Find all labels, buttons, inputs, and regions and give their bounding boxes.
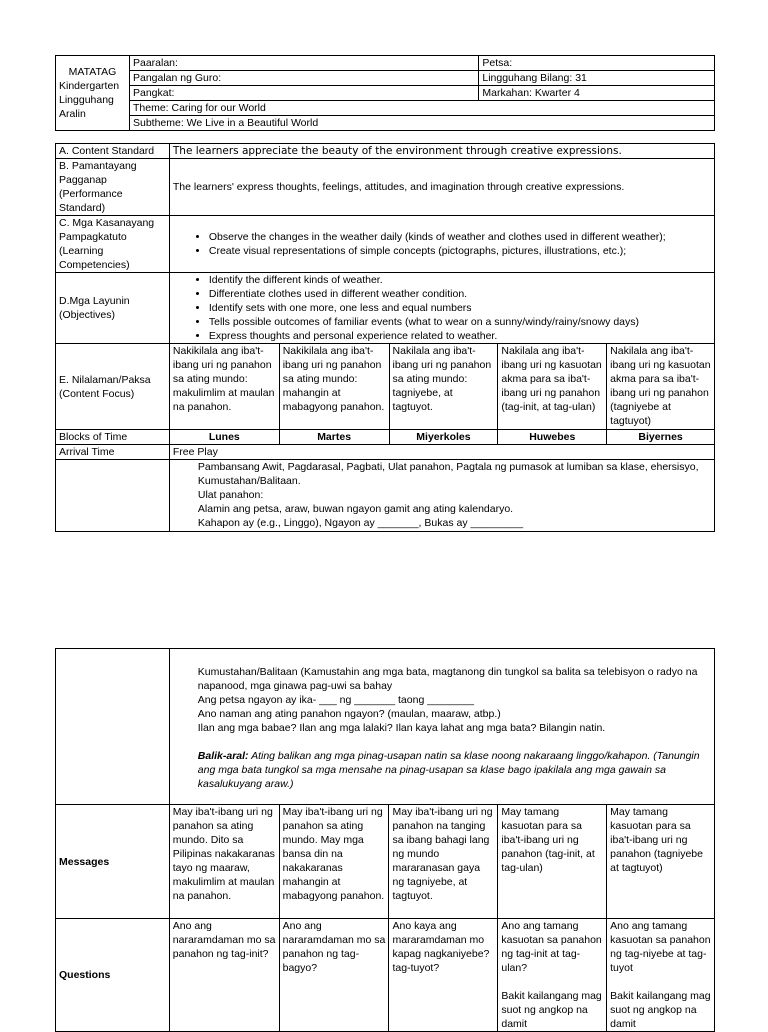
- question-monday: Ano ang nararamdaman mo sa panahon ng tag-init?: [169, 919, 279, 1032]
- arrival-empty-cell: [56, 460, 170, 532]
- performance-standard-label: B. Pamantayang Pagganap (Performance Standard): [56, 159, 170, 216]
- competencies-list: [173, 230, 711, 258]
- content-focus-label: E. Nilalaman/Paksa (Content Focus): [56, 344, 170, 430]
- objectives-cell: [169, 273, 714, 344]
- content-focus-thursday: Nakilala ang iba't-ibang uri ng kasuotan akma para sa iba't-ibang uri ng panahon (tag-init, at tag-ulan): [498, 344, 607, 430]
- message-monday: May iba't-ibang uri ng panahon sa ating mundo. Dito sa Pilipinas nakakaranas tayo ng maaraw, makulimlim at maulan na panahon.: [169, 805, 279, 919]
- day-header-friday: Biyernes: [607, 430, 715, 445]
- list-item: • Tells possible outcomes of familiar events (what to wear on a sunny/windy/rainy/snowy days): [209, 315, 711, 329]
- intro-empty-cell: [56, 649, 170, 805]
- messages-label: Messages: [56, 805, 170, 919]
- quarter-field: Markahan: Kwarter 4: [479, 86, 715, 101]
- question-wednesday: Ano kaya ang mararamdaman mo kapag nagkaniyebe? tag-tuyot?: [389, 919, 498, 1032]
- blocks-of-time-label: Blocks of Time: [56, 430, 170, 445]
- performance-standard-text: The learners' express thoughts, feelings, attitudes, and imagination through creative expressions.: [169, 159, 714, 216]
- question-thursday: Ano ang tamang kasuotan sa panahon ng tag-init at tag-ulan? Bakit kailangang mag suot ng angkop na damit: [498, 919, 607, 1032]
- balik-aral-label: Balik-aral:: [197, 750, 249, 762]
- content-focus-friday: Nakilala ang iba't-ibang uri ng kasuotan akma para sa iba't-ibang uri ng panahon (tagniyebe at tagtuyot): [607, 344, 715, 430]
- message-friday: May tamang kasuotan para sa iba't-ibang uri ng panahon (tagniyebe at tagtuyot): [607, 805, 715, 919]
- date-field: Petsa:: [479, 56, 715, 71]
- content-focus-tuesday: Nakikilala ang iba't-ibang uri ng panahon sa ating mundo: mahangin at mabagyong panahon.: [279, 344, 389, 430]
- page2-table: [55, 648, 715, 1032]
- day-header-tuesday: Martes: [279, 430, 389, 445]
- competencies-cell: [169, 216, 714, 273]
- message-thursday: May tamang kasuotan para sa iba't-ibang uri ng panahon (tag-init, at tag-ulan): [498, 805, 607, 919]
- section-field: Pangkat:: [129, 86, 478, 101]
- message-tuesday: May iba't-ibang uri ng panahon sa ating mundo. May mga bansa din na nakakaranas mahangin at mabagyong panahon.: [279, 805, 389, 919]
- day-header-monday: Lunes: [169, 430, 279, 445]
- objectives-label: D.Mga Layunin (Objectives): [56, 273, 170, 344]
- questions-label: Questions: [56, 919, 170, 1032]
- list-item: • Express thoughts and personal experience related to weather.: [209, 329, 711, 343]
- program-label: MATATAG Kindergarten Lingguhang Aralin: [56, 56, 130, 131]
- subtheme-field: Subtheme: We Live in a Beautiful World: [129, 116, 714, 131]
- list-item: • Identify sets with one more, one less and equal numbers: [209, 301, 711, 315]
- list-item: • Create visual representations of simple concepts (pictographs, pictures, illustrations, etc.);: [209, 244, 711, 258]
- school-field: Paaralan:: [129, 56, 478, 71]
- arrival-time-label: Arrival Time: [56, 445, 170, 460]
- day-header-thursday: Huwebes: [498, 430, 607, 445]
- lesson-plan-table: [55, 143, 715, 532]
- content-focus-monday: Nakikilala ang iba't-ibang uri ng panahon sa ating mundo: makulimlim at maulan na panahon.: [169, 344, 279, 430]
- theme-field: Theme: Caring for our World: [129, 101, 714, 116]
- list-item: • Differentiate clothes used in different weather condition.: [209, 287, 711, 301]
- kumustahan-cell: Kumustahan/Balitaan (Kamustahin ang mga bata, magtanong din tungkol sa balita sa telebisyon o radyo na napanood, mga ginawa pag-uwi sa bahay Ang petsa ngayon ay ika- ___ ng _______ taong ________ Ano naman ang ating panahon ngayon? (maulan, maaraw, atbp.) Ilan ang mga babae? Ilan ang mga lalaki? Ilan kaya lahat ang mga bata? Bilangin natin. Balik-aral: Ating balikan ang mga pinag-usapan natin sa klase noong nakaraang linggo/kahapon. (Tanungin ang mga bata tungkol sa mga mensahe na pinag-usapan sa klase bago ipakilala ang mga gawain sa kasalukuyang araw.): [169, 649, 714, 805]
- question-friday: Ano ang tamang kasuotan sa panahon ng tag-niyebe at tag-tuyot Bakit kailangang mag suot ng angkop na damit: [607, 919, 715, 1032]
- day-header-wednesday: Miyerkoles: [389, 430, 498, 445]
- list-item: • Observe the changes in the weather daily (kinds of weather and clothes used in different weather);: [209, 230, 711, 244]
- message-wednesday: May iba't-ibang uri ng panahon na tanging sa ibang bahagi lang ng mundo mararanasan gaya ng tagniyebe, at tagtuyot.: [389, 805, 498, 919]
- question-tuesday: Ano ang nararamdaman mo sa panahon ng tag-bagyo?: [279, 919, 389, 1032]
- content-standard-text: The learners appreciate the beauty of the environment through creative expressions.: [169, 144, 714, 159]
- objectives-list: [173, 273, 711, 343]
- week-number-field: Lingguhang Bilang: 31: [479, 71, 715, 86]
- header-table: [55, 55, 715, 131]
- arrival-routine-cell: Pambansang Awit, Pagdarasal, Pagbati, Ulat panahon, Pagtala ng pumasok at lumiban sa klase, ehersisyo, Kumustahan/Balitaan. Ulat panahon: Alamin ang petsa, araw, buwan ngayon gamit ang ating kalendaryo. Kahapon ay (e.g., Linggo), Ngayon ay _______, Bukas ay _________: [169, 460, 714, 532]
- content-standard-label: A. Content Standard: [56, 144, 170, 159]
- balik-aral-text: Balik-aral: Ating balikan ang mga pinag-usapan natin sa klase noong nakaraang linggo/kahapon. (Tanungin: [197, 750, 700, 762]
- competencies-label: C. Mga Kasanayang Pampagkatuto (Learning Competencies): [56, 216, 170, 273]
- teacher-field: Pangalan ng Guro:: [129, 71, 478, 86]
- arrival-activity: Free Play: [169, 445, 714, 460]
- list-item: • Identify the different kinds of weather.: [209, 273, 711, 287]
- content-focus-wednesday: Nakilala ang iba't-ibang uri ng panahon sa ating mundo: tagniyebe, at tagtuyot.: [389, 344, 498, 430]
